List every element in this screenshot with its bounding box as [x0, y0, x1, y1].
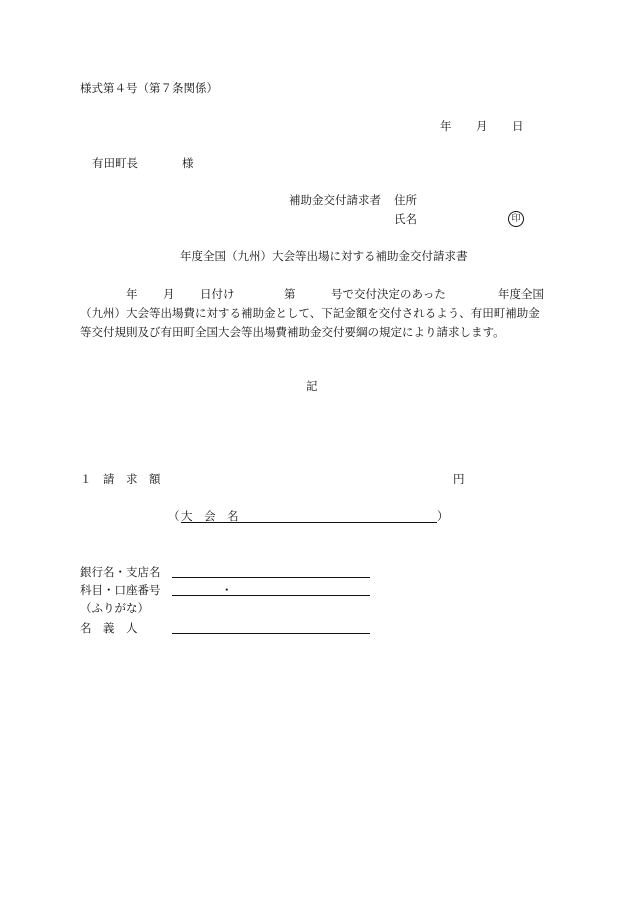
tournament-open-paren: （	[168, 509, 180, 523]
body-line-3: 等交付規則及び有田町全国大会等出場費補助金交付要綱の規定により請求します。	[80, 325, 505, 339]
body-fiscal: 年度全国	[498, 287, 544, 301]
form-number: 様式第４号（第７条関係）	[80, 81, 218, 95]
date-day-label: 日	[512, 119, 524, 133]
claim-item-label: １ 請 求 額	[80, 472, 161, 486]
seal-icon: 印	[508, 211, 524, 227]
bank-name-label: 銀行名・支店名	[80, 565, 161, 579]
account-label: 科目・口座番号	[80, 583, 161, 597]
tournament-close-paren: ）	[437, 509, 449, 523]
account-line	[172, 595, 370, 596]
applicant-address-label: 住所	[394, 193, 417, 207]
body-dated: 日付け	[200, 287, 235, 301]
holder-label: 名 義 人	[80, 621, 138, 635]
document-title: 年度全国（九州）大会等出場に対する補助金交付請求書	[180, 249, 468, 263]
date-year-label: 年	[440, 119, 452, 133]
claim-unit: 円	[453, 472, 465, 486]
addressee-name: 有田町長	[92, 156, 138, 170]
body-line-2: （九州）大会等出場費に対する補助金として、下記金額を交付されるよう、有田町補助金	[80, 306, 540, 320]
date-month-label: 月	[476, 119, 488, 133]
bank-name-line	[172, 577, 370, 578]
body-month: 月	[163, 287, 175, 301]
holder-line	[172, 633, 370, 634]
account-separator: ・	[221, 583, 233, 597]
furigana-label: （ふりがな）	[80, 601, 149, 615]
body-number-suffix: 号で交付決定のあった	[331, 287, 446, 301]
tournament-name-line	[181, 522, 437, 523]
applicant-role: 補助金交付請求者	[289, 193, 381, 207]
addressee-honorific: 様	[182, 156, 194, 170]
tournament-label: 大 会 名	[181, 509, 239, 523]
applicant-name-label: 氏名	[394, 212, 417, 226]
body-number-prefix: 第	[284, 287, 296, 301]
ki-heading: 記	[306, 379, 318, 393]
body-year: 年	[126, 287, 138, 301]
